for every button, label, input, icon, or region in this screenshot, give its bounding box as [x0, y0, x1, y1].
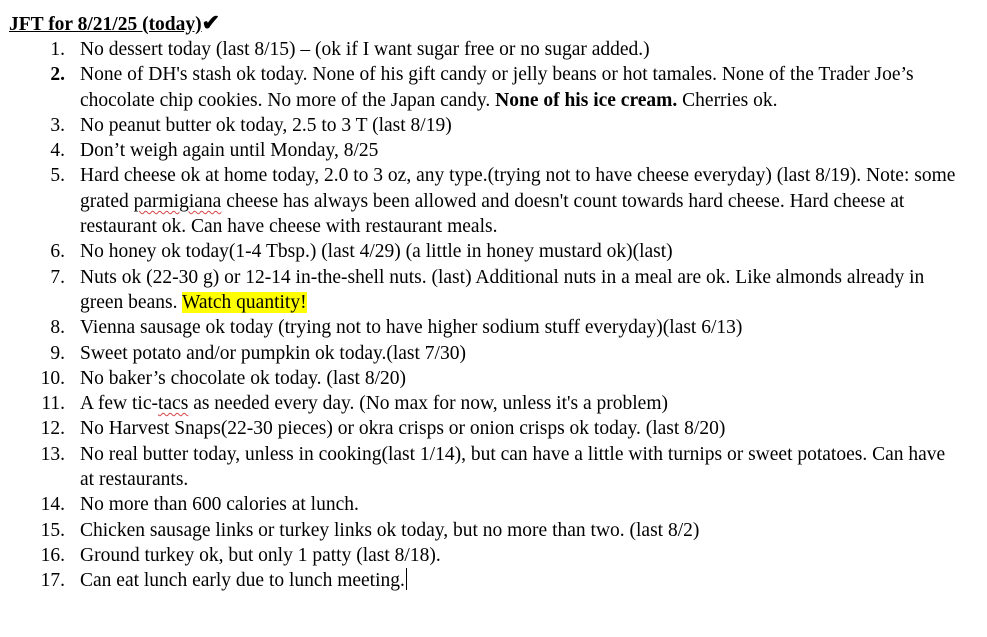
- item-number: 15.: [40, 519, 65, 541]
- item-text: No Harvest Snaps(22-30 pieces) or okra crisps or onion crisps ok today. (last 8/20): [80, 418, 726, 440]
- highlighted-text: Watch quantity!: [181, 291, 307, 313]
- document-body[interactable]: [9, 9, 979, 594]
- item-number: 16.: [40, 544, 65, 566]
- item-number: 9.: [50, 342, 65, 364]
- item-text: as needed every day. (No max for now, unless it's a problem): [188, 393, 668, 415]
- document-heading: [9, 9, 979, 37]
- item-text: No more than 600 calories at lunch.: [80, 494, 359, 516]
- item-text: A few tic-: [80, 393, 158, 415]
- item-text: None of DH's stash ok today. None of his gift candy or jelly beans or hot tamales. None of the Trader Joe’s chocolate chip cookies. No more of the Japan candy.: [80, 64, 914, 111]
- spellcheck-word[interactable]: parmigiana: [133, 190, 222, 212]
- item-text: Cherries ok.: [677, 89, 778, 111]
- item-text: No peanut butter ok today, 2.5 to 3 T (last 8/19): [80, 114, 452, 136]
- item-text: No honey ok today(1-4 Tbsp.) (last 4/29) (a little in honey mustard ok)(last): [80, 241, 673, 263]
- list-item: [9, 138, 960, 163]
- checkmark-icon: ✔: [201, 10, 221, 35]
- list-item: [9, 442, 960, 493]
- item-number: 17.: [40, 570, 65, 592]
- list-item: [9, 62, 960, 113]
- list-item: [9, 113, 960, 138]
- item-text: Can eat lunch early due to lunch meeting.: [80, 570, 405, 592]
- list-item: [9, 315, 960, 340]
- document-title: JFT for 8/21/25 (today): [9, 14, 202, 35]
- list-item: [9, 568, 960, 593]
- text-cursor: [406, 568, 407, 590]
- list-item: [9, 265, 960, 316]
- item-number: 5.: [50, 165, 65, 187]
- item-text: Chicken sausage links or turkey links ok today, but no more than two. (last 8/2): [80, 519, 700, 541]
- item-number: 10.: [40, 367, 65, 389]
- item-text: No dessert today (last 8/15) – (ok if I want sugar free or no sugar added.): [80, 39, 650, 60]
- item-text: Nuts ok (22-30 g) or 12-14 in-the-shell nuts. (last) Additional nuts in a meal are ok. Like almonds already in green beans.: [80, 266, 925, 313]
- list-item: [9, 391, 960, 416]
- item-number: 6.: [50, 241, 65, 263]
- item-number: 3.: [50, 114, 65, 136]
- list-item: [9, 366, 960, 391]
- item-text: Hard cheese ok at home today, 2.0 to 3 oz, any type.(trying not to have cheese everyday) (last 8/19). Note: some grated: [80, 165, 956, 212]
- item-number: 8.: [50, 317, 65, 339]
- item-text: cheese has always been allowed and doesn't count towards hard cheese. Hard cheese at restaurant ok. Can have cheese with restaurant meals.: [80, 190, 905, 238]
- spellcheck-word[interactable]: tacs: [157, 393, 189, 415]
- list-item: [9, 341, 960, 366]
- item-text: No baker’s chocolate ok today. (last 8/20): [80, 367, 406, 389]
- list-item: [9, 518, 960, 543]
- item-number: 2.: [50, 64, 65, 86]
- list-item: [9, 163, 960, 239]
- list-item: [9, 492, 960, 517]
- item-text: Vienna sausage ok today (trying not to have higher sodium stuff everyday)(last 6/13): [80, 317, 743, 339]
- list-item: [9, 239, 960, 264]
- item-text: No real butter today, unless in cooking(last 1/14), but can have a little with turnips or sweet potatoes. Can have at restaurants.: [80, 443, 946, 491]
- item-number: 11.: [41, 393, 65, 415]
- item-text: Don’t weigh again until Monday, 8/25: [80, 140, 379, 162]
- item-number: 13.: [40, 443, 65, 465]
- item-number: 1.: [50, 39, 65, 60]
- list-item: [9, 416, 960, 441]
- item-number: 12.: [40, 418, 65, 440]
- food-rules-list: [9, 37, 979, 594]
- list-item: [9, 543, 960, 568]
- item-number: 7.: [50, 266, 65, 288]
- item-bold-text: None of his ice cream.: [495, 89, 678, 111]
- item-number: 14.: [40, 494, 65, 516]
- item-text: Sweet potato and/or pumpkin ok today.(last 7/30): [80, 342, 466, 364]
- item-number: 4.: [50, 140, 65, 162]
- list-item: [9, 37, 960, 62]
- item-text: Ground turkey ok, but only 1 patty (last 8/18).: [80, 544, 441, 566]
